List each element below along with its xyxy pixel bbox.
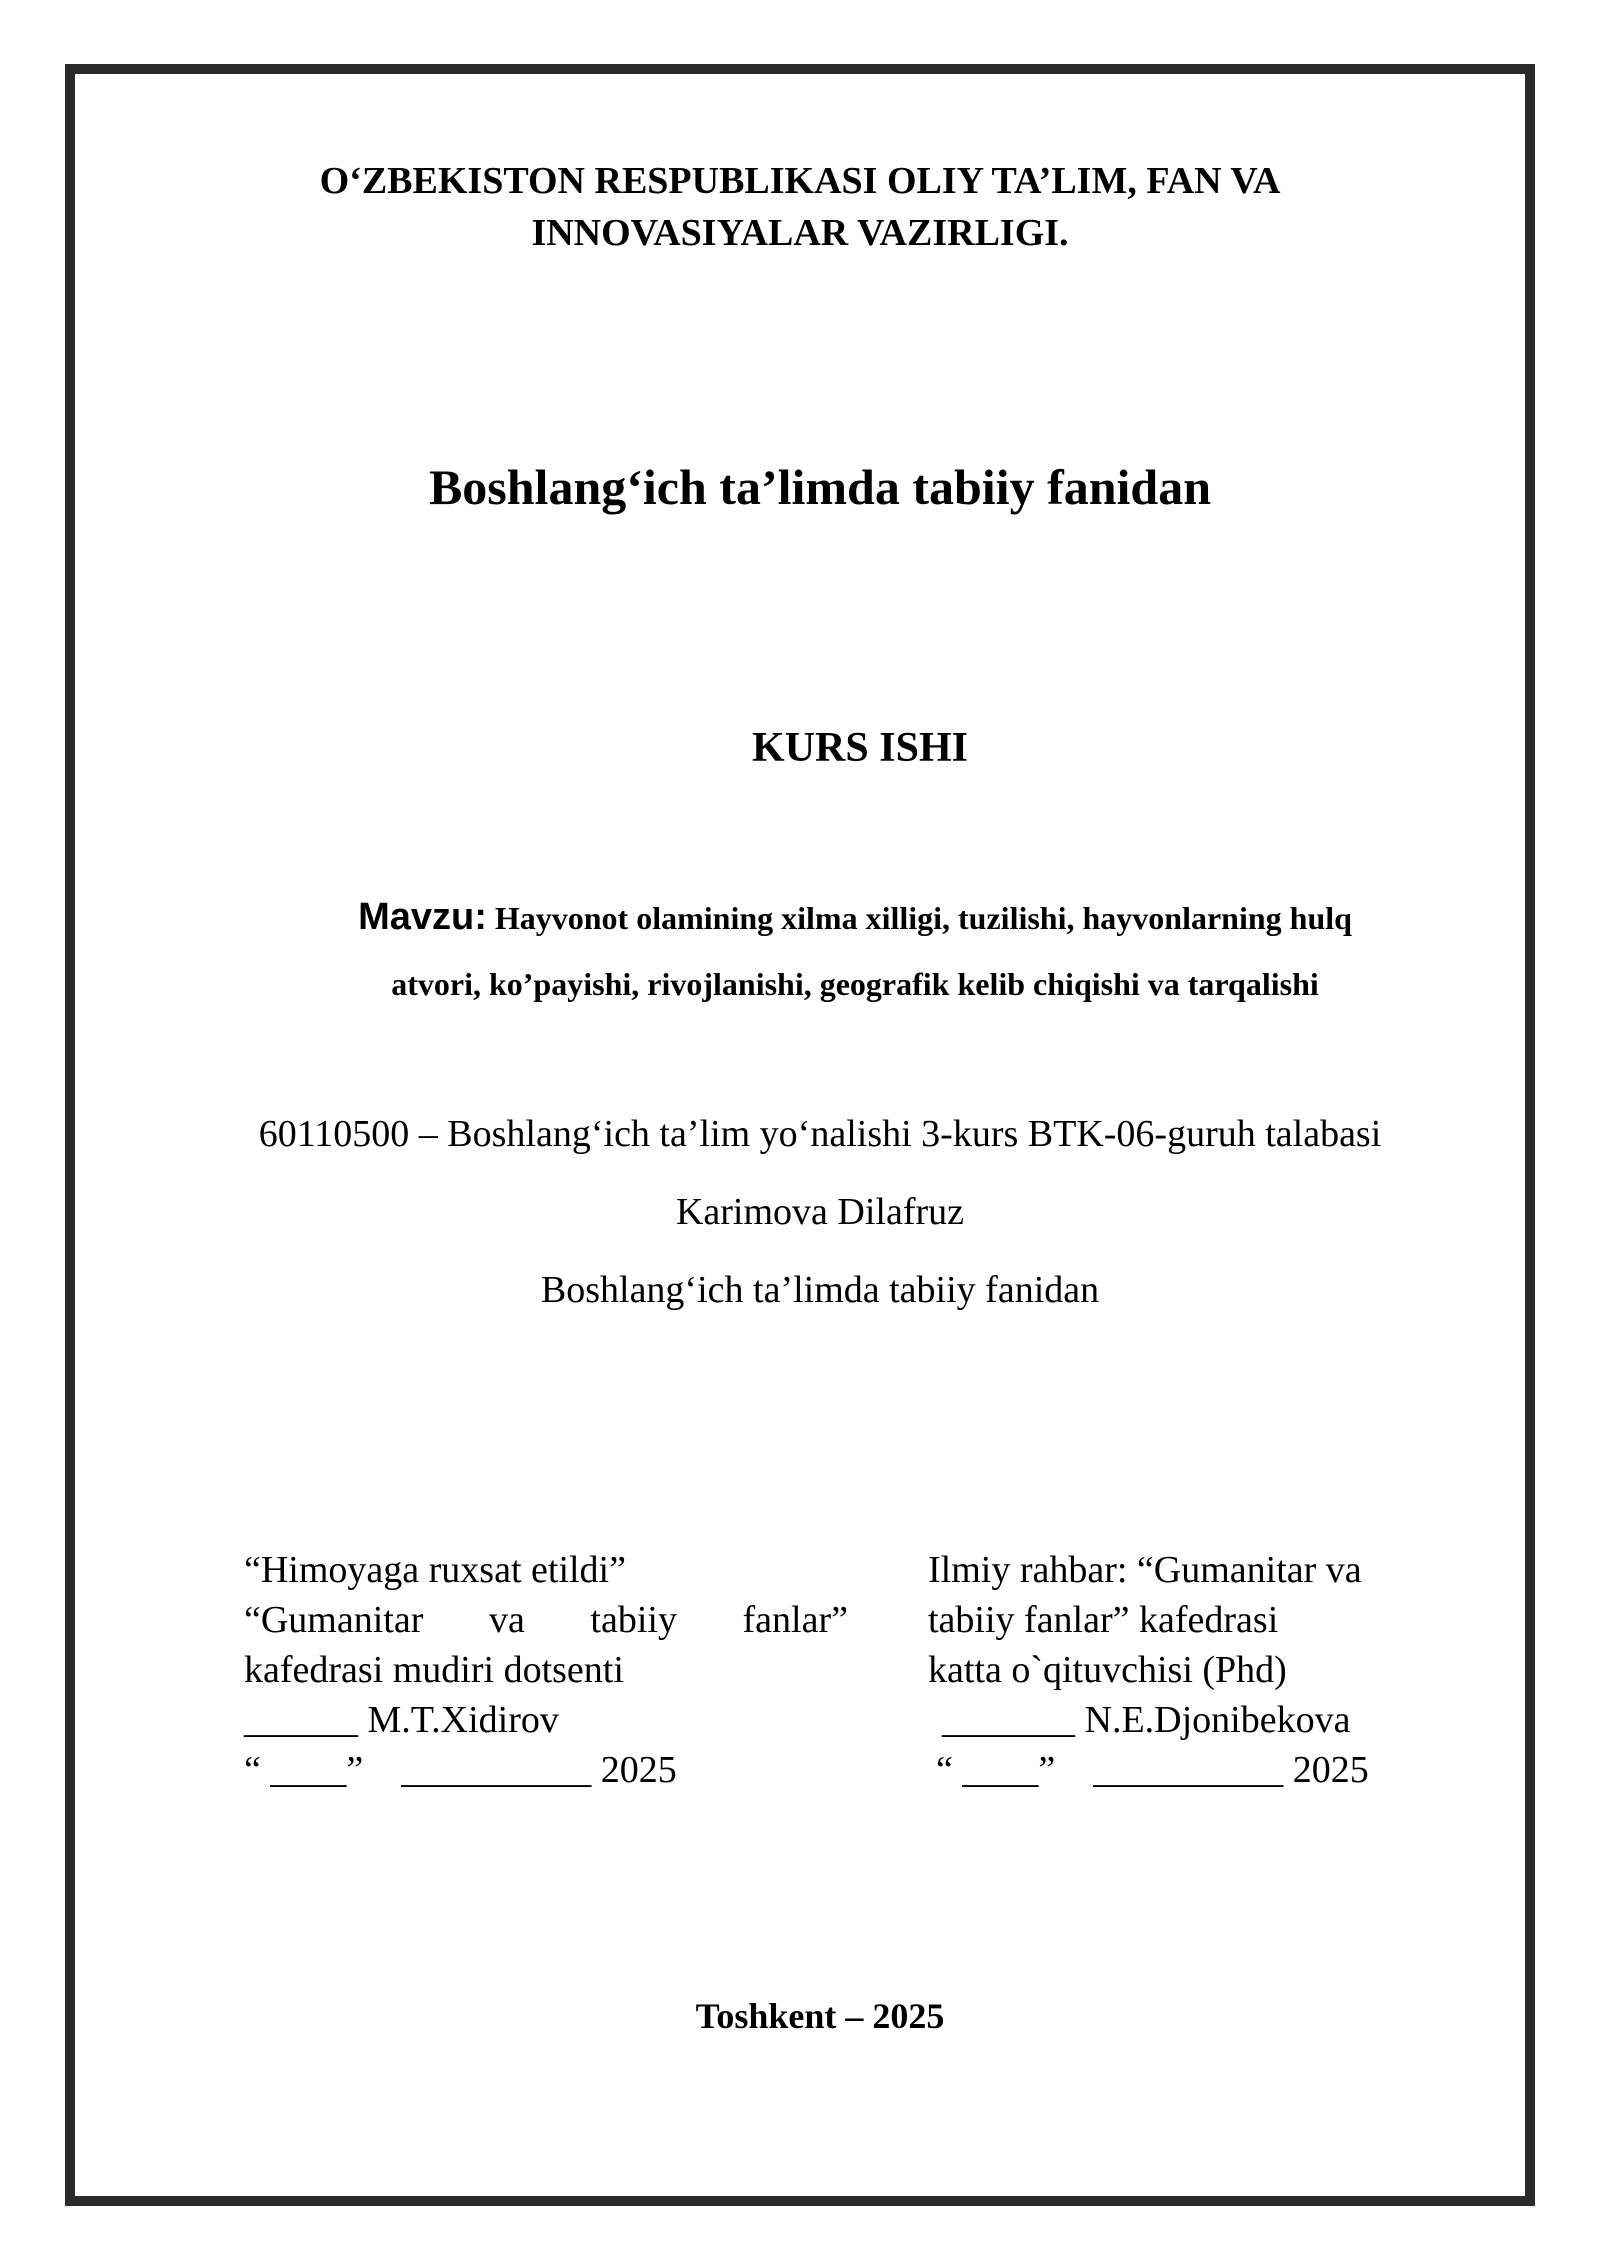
approval-left-line-3: kafedrasi mudiri dotsenti (244, 1649, 624, 1691)
subject-title: Boshlang‘ich ta’limda tabiiy fanidan (428, 459, 1212, 515)
approval-block-left (244, 1545, 848, 1795)
approval-left-line-2: “Gumanitar va tabiiy fanlar” (244, 1599, 848, 1641)
city-year-footer: Toshkent – 2025 (695, 1996, 945, 2036)
approval-right-line-1: Ilmiy rahbar: “Gumanitar va (928, 1549, 1362, 1591)
approval-left-signature: ______ M.T.Xidirov (244, 1699, 559, 1741)
topic-line-1 (100, 884, 1600, 951)
approval-block-right (928, 1545, 1448, 1795)
topic-text-line-1: Hayvonot olamining xilma xilligi, tuzilishi, hayvonlarning hulq (494, 900, 1352, 936)
topic-section (100, 884, 1600, 1017)
student-subject: Boshlang‘ich ta’limda tabiiy fanidan (540, 1269, 1100, 1311)
topic-text-line-2: atvori, ko’payishi, rivojlanishi, geografik kelib chiqishi va tarqalishi (391, 966, 1319, 1002)
student-name: Karimova Dilafruz (675, 1191, 965, 1233)
ministry-header (100, 155, 1500, 259)
ministry-line-2: INNOVASIYALAR VAZIRLIGI. (531, 212, 1069, 254)
approval-left-line-1: “Himoyaga ruxsat etildi” (244, 1549, 626, 1591)
student-program-line: 60110500 – Boshlang‘ich ta’lim yo‘nalishi 3-kurs BTK-06-guruh talabasi (258, 1113, 1382, 1155)
ministry-line-1: O‘ZBEKISTON RESPUBLIKASI OLIY TA’LIM, FAN VA (319, 160, 1281, 202)
approval-right-line-3: katta o`qituvchisi (Phd) (928, 1649, 1287, 1691)
topic-label: Mavzu: (358, 896, 487, 938)
approval-right-signature: _______ N.E.Djonibekova (942, 1699, 1351, 1741)
document-type-title: KURS ISHI (752, 725, 968, 771)
approval-right-date: “ ____” __________ 2025 (936, 1749, 1369, 1791)
approval-left-date: “ ____” __________ 2025 (244, 1749, 677, 1791)
student-info (100, 1095, 1540, 1329)
approval-right-line-2: tabiiy fanlar” kafedrasi (928, 1599, 1279, 1641)
